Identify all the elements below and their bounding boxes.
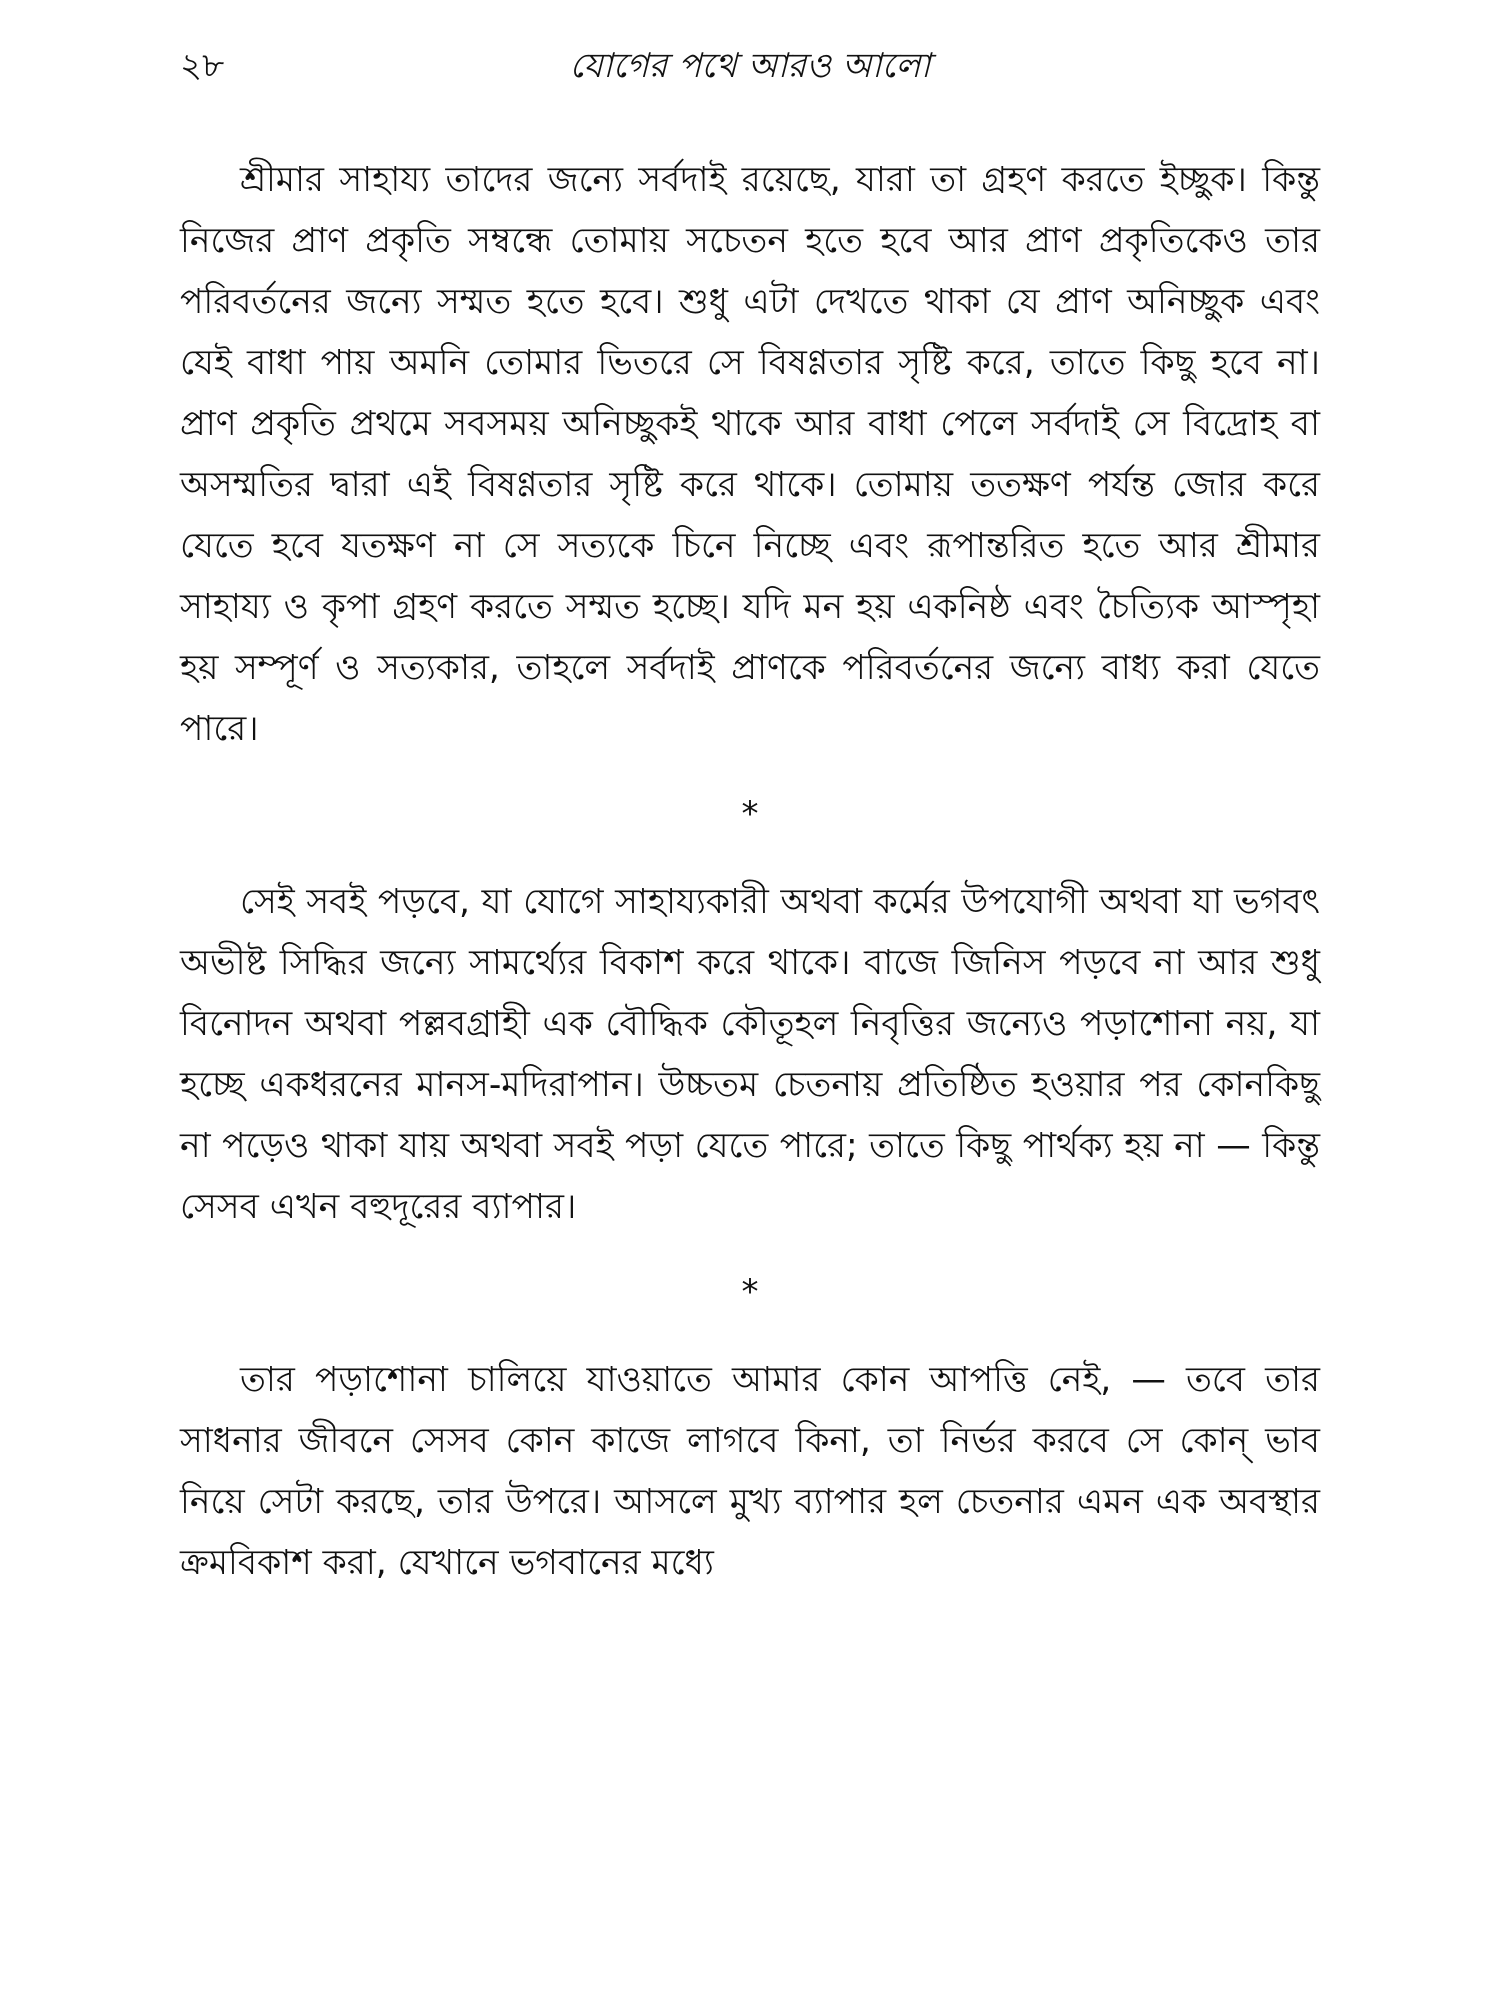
body-text	[180, 150, 1320, 1594]
paragraph-3: তার পড়াশোনা চালিয়ে যাওয়াতে আমার কোন আপত্তি নেই, — তবে তার সাধনার জীবনে সেসব কোন কাজে লাগবে কিনা, তা নির্ভর করবে সে কোন্ ভাব নিয়ে সেটা করছে, তার উপরে। আসলে মুখ্য ব্যাপার হল চেতনার এমন এক অবস্থার ক্রমবিকাশ করা, যেখানে ভগবানের মধ্যে	[180, 1360, 1320, 1583]
page-number: ২৮	[180, 46, 225, 86]
running-title: যোগের পথে আরও আলো	[569, 46, 931, 86]
page-header	[180, 40, 1320, 100]
paragraph-2: সেই সবই পড়বে, যা যোগে সাহায্যকারী অথবা কর্মের উপযোগী অথবা যা ভগবৎ অভীষ্ট সিদ্ধির জন্যে সামর্থ্যের বিকাশ করে থাকে। বাজে জিনিস পড়বে না আর শুধু বিনোদন অথবা পল্লবগ্রাহী এক বৌদ্ধিক কৌতূহল নিবৃত্তির জন্যেও পড়াশোনা নয়, যা হচ্ছে একধরনের মানস-মদিরাপান। উচ্চতম চেতনায় প্রতিষ্ঠিত হওয়ার পর কোনকিছু না পড়েও থাকা যায় অথবা সবই পড়া যেতে পারে; তাতে কিছু পার্থক্য হয় না — কিন্তু সেসব এখন বহুদূরের ব্যাপার।	[180, 882, 1320, 1227]
section-separator-1: *	[741, 794, 759, 834]
paragraph-1: শ্রীমার সাহায্য তাদের জন্যে সর্বদাই রয়েছে, যারা তা গ্রহণ করতে ইচ্ছুক। কিন্তু নিজের প্রাণ প্রকৃতি সম্বন্ধে তোমায় সচেতন হতে হবে আর প্রাণ প্রকৃতিকেও তার পরিবর্তনের জন্যে সম্মত হতে হবে। শুধু এটা দেখতে থাকা যে প্রাণ অনিচ্ছুক এবং যেই বাধা পায় অমনি তোমার ভিতরে সে বিষণ্ণতার সৃষ্টি করে, তাতে কিছু হবে না। প্রাণ প্রকৃতি প্রথমে সবসময় অনিচ্ছুকই থাকে আর বাধা পেলে সর্বদাই সে বিদ্রোহ বা অসম্মতির দ্বারা এই বিষণ্ণতার সৃষ্টি করে থাকে। তোমায় ততক্ষণ পর্যন্ত জোর করে যেতে হবে যতক্ষণ না সে সত্যকে চিনে নিচ্ছে এবং রূপান্তরিত হতে আর শ্রীমার সাহায্য ও কৃপা গ্রহণ করতে সম্মত হচ্ছে। যদি মন হয় একনিষ্ঠ এবং চৈত্যিক আস্পৃহা হয় সম্পূর্ণ ও সত্যকার, তাহলে সর্বদাই প্রাণকে পরিবর্তনের জন্যে বাধ্য করা যেতে পারে।	[180, 160, 1320, 749]
section-separator-2: *	[741, 1272, 759, 1312]
